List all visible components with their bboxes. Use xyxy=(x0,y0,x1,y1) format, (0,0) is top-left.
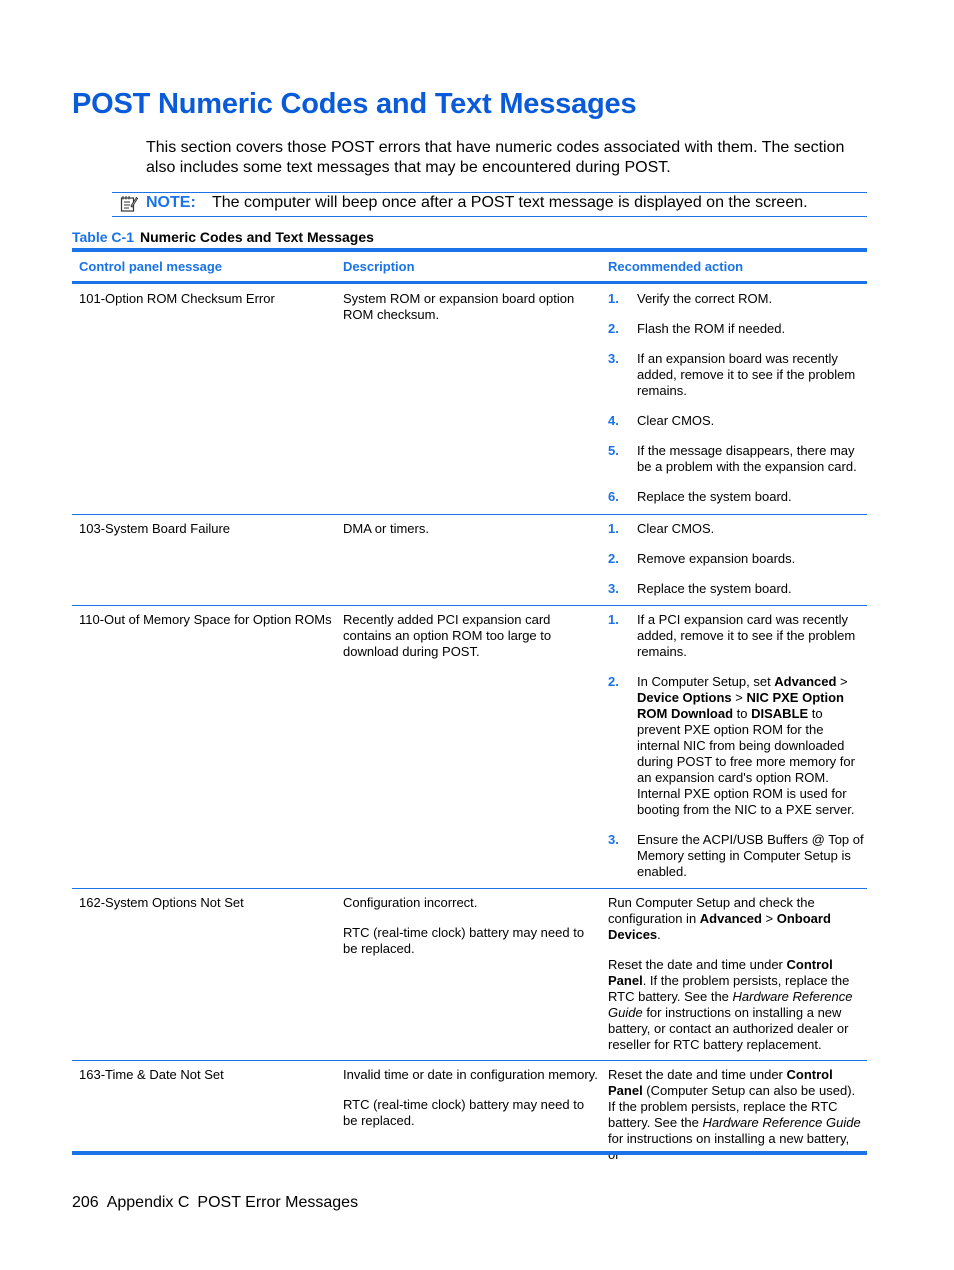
row-110-message: 110-Out of Memory Space for Option ROMs xyxy=(79,612,332,627)
row-divider xyxy=(72,605,867,606)
action-step: 3. If an expansion board was recently added, remove it to see if the problem remains. xyxy=(608,351,856,398)
page-title: POST Numeric Codes and Text Messages xyxy=(72,88,637,120)
row-101-message: 101-Option ROM Checksum Error xyxy=(79,291,275,306)
table-bottom-rule xyxy=(72,1151,867,1155)
action-step: 6. Replace the system board. xyxy=(608,489,792,504)
step-number: 6. xyxy=(608,489,619,504)
step-number: 2. xyxy=(608,551,619,566)
action-steps xyxy=(608,521,864,597)
row-163-action xyxy=(608,1067,864,1163)
note-label: NOTE: xyxy=(146,194,196,211)
row-divider xyxy=(72,1060,867,1061)
row-103-action xyxy=(608,521,864,597)
column-header-action: Recommended action xyxy=(608,259,744,274)
action-paragraph: Reset the date and time under Control Panel (Computer Setup can also be used). If the problem persists, replace the RTC battery. See the Hardware Reference Guide for instructions on installing a new battery, xyxy=(608,1067,861,1146)
note-box xyxy=(112,192,867,217)
row-163-description: Invalid time or date in configuration memory. RTC (real-time clock) battery may need to be replaced. xyxy=(343,1067,598,1128)
footer-section: Appendix C xyxy=(106,1194,190,1211)
row-110-action xyxy=(608,612,864,880)
step-number: 3. xyxy=(608,832,619,847)
table-caption-number: Table C-1 xyxy=(72,229,134,245)
step-number: 5. xyxy=(608,443,619,458)
column-header-message: Control panel message xyxy=(79,259,223,274)
action-step: 2. In Computer Setup, set Advanced > Device Options > NIC PXE Option ROM Download to DISABLE to prevent PXE option ROM for the internal NIC from being downloaded during POST to free more memory for an expansion card's option ROM. Internal PXE option ROM is used for booting from the NIC to a PXE server. xyxy=(608,674,855,817)
note-text: The computer will beep once after a POST text message is displayed on the screen. xyxy=(212,194,808,211)
row-163-message: 163-Time & Date Not Set xyxy=(79,1067,224,1082)
action-paragraph: Run Computer Setup and check the configuration in Advanced > Onboard Devices. xyxy=(608,895,831,942)
action-step: 2. Remove expansion boards. xyxy=(608,551,796,566)
step-number: 2. xyxy=(608,321,619,336)
page-footer xyxy=(72,1193,366,1213)
action-steps xyxy=(608,291,864,505)
row-101-description: System ROM or expansion board option ROM checksum. xyxy=(343,291,575,322)
row-162-action xyxy=(608,895,864,1053)
table-caption xyxy=(72,229,374,245)
row-103-description: DMA or timers. xyxy=(343,521,429,536)
action-paragraph: Reset the date and time under Control Panel. If the problem persists, replace the RTC battery. See the Hardware Reference Guide for instructions on installing a new battery, or contact an authorized dealer or reseller for RTC battery replacement. xyxy=(608,957,853,1052)
footer-chapter: POST Error Messages xyxy=(197,1194,359,1211)
note-icon xyxy=(120,195,138,213)
step-number: 1. xyxy=(608,521,619,536)
row-162-description: Configuration incorrect. RTC (real-time clock) battery may need to be replaced. xyxy=(343,895,585,956)
action-step: 3. Ensure the ACPI/USB Buffers @ Top of Memory setting in Computer Setup is enabled. xyxy=(608,832,864,879)
step-number: 4. xyxy=(608,413,619,428)
action-step: 5. If the message disappears, there may be a problem with the expansion card. xyxy=(608,443,857,474)
step-number: 3. xyxy=(608,351,619,366)
step-number: 2. xyxy=(608,674,619,689)
row-divider xyxy=(72,514,867,515)
action-step: 1. Verify the correct ROM. xyxy=(608,291,773,306)
table-top-rule xyxy=(72,248,867,252)
row-110-description: Recently added PCI expansion card contains an option ROM too large to download during POST. xyxy=(343,612,552,659)
page-number: 206 xyxy=(72,1194,99,1211)
row-divider xyxy=(72,888,867,889)
action-step: 1. If a PCI expansion card was recently added, remove it to see if the problem remains. xyxy=(608,612,856,659)
action-step: 3. Replace the system board. xyxy=(608,581,792,596)
header-rule xyxy=(72,281,867,284)
step-number: 1. xyxy=(608,612,619,627)
step-number: 1. xyxy=(608,291,619,306)
column-header-description: Description xyxy=(343,259,415,274)
action-steps xyxy=(608,612,864,880)
intro-paragraph: This section covers those POST errors that have numeric codes associated with them. The section also includes some text messages that may be encountered during POST. xyxy=(146,139,845,176)
row-103-message: 103-System Board Failure xyxy=(79,521,231,536)
row-101-action xyxy=(608,291,864,505)
action-step: 2. Flash the ROM if needed. xyxy=(608,321,786,336)
table-caption-title: Numeric Codes and Text Messages xyxy=(139,229,374,245)
step-number: 3. xyxy=(608,581,619,596)
action-step: 4. Clear CMOS. xyxy=(608,413,715,428)
action-step: 1. Clear CMOS. xyxy=(608,521,715,536)
row-162-message: 162-System Options Not Set xyxy=(79,895,244,910)
